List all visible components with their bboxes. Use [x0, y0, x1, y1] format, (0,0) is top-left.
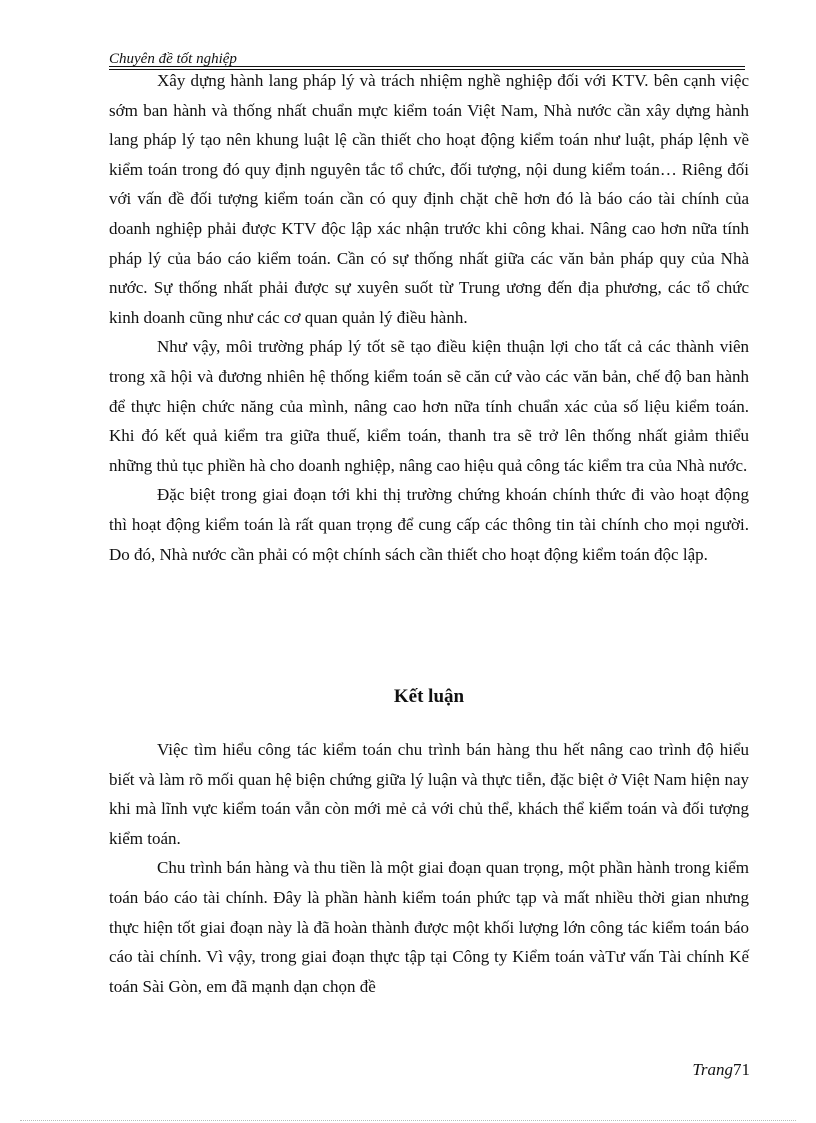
- paragraph-conclusion-1: Việc tìm hiểu công tác kiểm toán chu trình bán hàng thu hết nâng cao trình độ hiểu biết và làm rõ mối quan hệ biện chứng giữa lý luận và thực tiễn, đặc biệt ở Việt Nam hiện nay khi mà lĩnh vực kiểm toán vẫn còn mới mẻ cả với chủ thể, khách thể kiểm toán và đối tượng kiểm toán.: [109, 740, 749, 848]
- body-section-conclusion: [109, 735, 749, 1001]
- footer-label: Trang: [692, 1060, 733, 1079]
- page-footer: [692, 1059, 750, 1081]
- page-number: 71: [733, 1060, 750, 1079]
- paragraph-stock-market: Đặc biệt trong giai đoạn tới khi thị trường chứng khoán chính thức đi vào hoạt động thì hoạt động kiểm toán là rất quan trọng để cung cấp các thông tin tài chính cho mọi người. Do đó, Nhà nước cần phải có một chính sách cần thiết cho hoạt động kiểm toán độc lập.: [109, 485, 749, 564]
- page-bottom-divider: [20, 1120, 796, 1121]
- paragraph-legal-framework: Xây dựng hành lang pháp lý và trách nhiệm nghề nghiệp đối với KTV. bên cạnh việc sớm ban hành và thống nhất chuẩn mực kiểm toán Việt Nam, Nhà nước cần xây dựng hành lang pháp lý tạo nên khung luật lệ cần thiết cho hoạt động kiểm toán như luật, pháp lệnh về kiểm toán trong đó quy định nguyên tắc tổ chức, đối tượng, nội dung kiểm toán… Riêng đối với vấn đề đối tượng kiểm toán cần có quy định chặt chẽ hơn đó là báo cáo tài chính của doanh nghiệp phải được KTV độc lập xác nhận trước khi công khai. Nâng cao hơn nữa tính pháp lý của báo cáo kiểm toán. Cần có sự thống nhất giữa các văn bản pháp quy của Nhà nước. Sự thống nhất phải được sự xuyên suốt từ Trung ương đến địa phương, các tổ chức kinh doanh cũng như các cơ quan quản lý điều hành.: [109, 71, 749, 327]
- header-title: Chuyên đề tốt nghiệp: [109, 51, 237, 67]
- section-heading: Kết luận: [393, 686, 465, 707]
- paragraph-conclusion-2: Chu trình bán hàng và thu tiền là một giai đoạn quan trọng, một phần hành trong kiểm toán báo cáo tài chính. Đây là phần hành kiểm toán phức tạp và mất nhiều thời gian nhưng thực hiện tốt giai đoạn này là đã hoàn thành được một khối lượng lớn công tác kiểm toán báo cáo tài chính. Vì vậy, trong giai đoạn thực tập tại Công ty Kiểm toán vàTư vấn Tài chính Kế toán Sài Gòn, em đã mạnh dạn chọn đề: [109, 858, 749, 996]
- body-section-before: [109, 66, 749, 569]
- paragraph-legal-environment: Như vậy, môi trường pháp lý tốt sẽ tạo điều kiện thuận lợi cho tất cả các thành viên trong xã hội và đương nhiên hệ thống kiểm toán sẽ căn cứ vào các văn bản, chế độ ban hành để thực hiện chức năng của mình, nâng cao hơn nữa tính chuẩn xác của số liệu kiểm toán. Khi đó kết quả kiểm tra giữa thuế, kiểm toán, thanh tra sẽ trở lên thống nhất giảm thiểu những thủ tục phiền hà cho doanh nghiệp, nâng cao hiệu quả công tác kiểm tra của Nhà nước.: [109, 337, 749, 475]
